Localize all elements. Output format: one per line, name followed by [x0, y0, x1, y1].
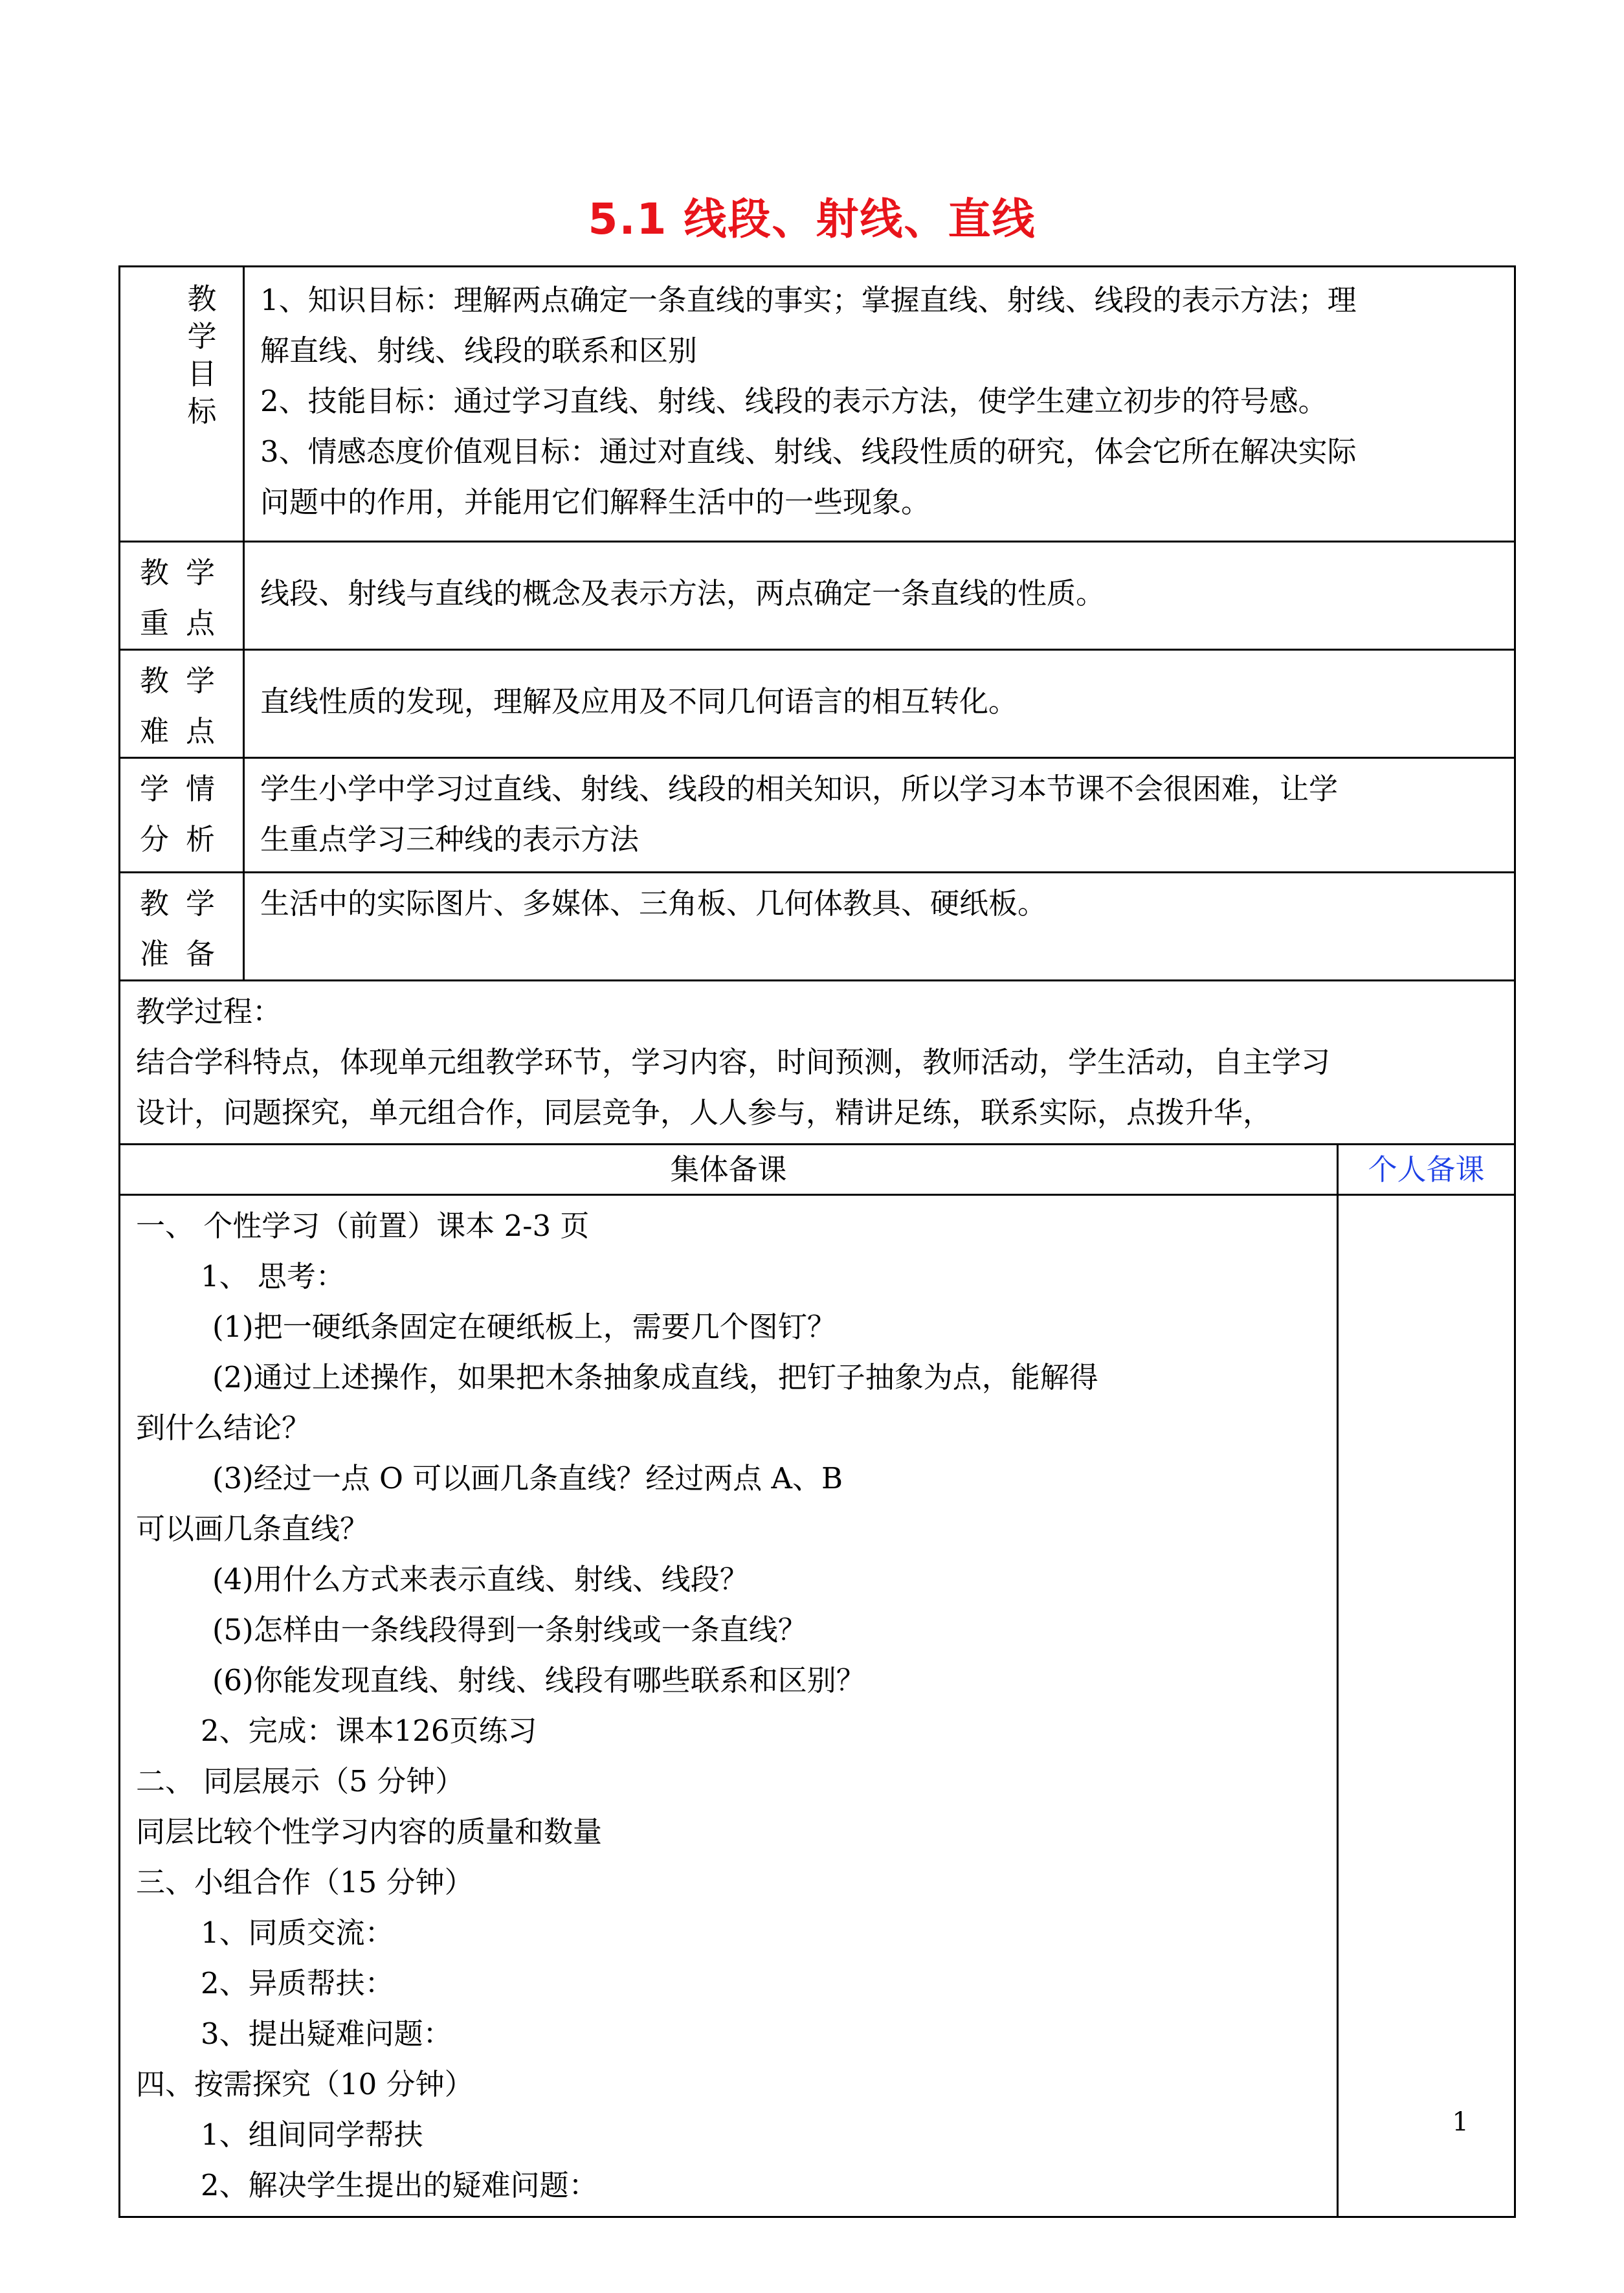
body-line: 三、小组合作（15 分钟） — [136, 1865, 474, 1899]
process-heading: 教学过程： — [136, 994, 282, 1029]
personal-prep-header: 个人备课 — [1338, 1145, 1515, 1195]
analysis-label: 学情 分析 — [120, 758, 244, 873]
body-line: 二、 同层展示（5 分钟） — [136, 1764, 465, 1798]
lesson-plan-table — [118, 265, 1516, 2218]
process-line: 设计，问题探究，单元组合作，同层竞争，人人参与，精讲足练，联系实际，点拨升华， — [136, 1095, 1273, 1130]
body-line: 3、提出疑难问题： — [201, 2017, 452, 2051]
body-line: (1)把一硬纸条固定在硬纸板上，需要几个图钉？ — [212, 1310, 836, 1344]
objectives-label: 教学目标 — [187, 282, 217, 429]
body-line: 2、异质帮扶： — [201, 1966, 394, 2000]
analysis-text: 学生小学中学习过直线、射线、线段的相关知识，所以学习本节课不会很困难，让学 生重点学习三种线的表示方法 — [244, 758, 1515, 873]
body-line: 1、同质交流： — [201, 1916, 394, 1950]
objective-line: 解直线、射线、线段的联系和区别 — [260, 333, 698, 368]
personal-prep-content — [1338, 1195, 1515, 2217]
objectives-content — [244, 267, 1515, 542]
preparation-row — [120, 873, 1515, 981]
column-header-row — [120, 1145, 1515, 1195]
body-line: 1、 思考： — [201, 1259, 345, 1293]
group-prep-header: 集体备课 — [120, 1145, 1338, 1195]
key-points-text: 线段、射线与直线的概念及表示方法，两点确定一条直线的性质。 — [244, 542, 1515, 650]
body-line: 1、组间同学帮扶 — [201, 2118, 423, 2152]
difficulties-text: 直线性质的发现，理解及应用及不同几何语言的相互转化。 — [244, 650, 1515, 758]
body-line: 2、解决学生提出的疑难问题： — [201, 2168, 598, 2202]
body-line: 四、按需探究（10 分钟） — [136, 2067, 474, 2101]
difficulties-label: 教学 难点 — [120, 650, 244, 758]
body-line: (3)经过一点 O 可以画几条直线？经过两点 A、B — [212, 1461, 843, 1495]
objective-line: 问题中的作用，并能用它们解释生活中的一些现象。 — [260, 485, 931, 519]
body-line: 同层比较个性学习内容的质量和数量 — [136, 1815, 603, 1849]
body-row — [120, 1195, 1515, 2217]
body-line: (2)通过上述操作，如果把木条抽象成直线，把钉子抽象为点，能解得 — [212, 1360, 1098, 1394]
objectives-label-cell — [120, 267, 244, 542]
body-line: (4)用什么方式来表示直线、射线、线段？ — [212, 1562, 749, 1596]
key-points-label: 教学 重点 — [120, 542, 244, 650]
process-line: 结合学科特点，体现单元组教学环节，学习内容，时间预测，教师活动，学生活动，自主学习 — [136, 1045, 1331, 1079]
group-prep-content — [120, 1195, 1338, 2217]
process-cell — [120, 981, 1515, 1145]
body-line: 一、 个性学习（前置）课本 2-3 页 — [136, 1209, 590, 1243]
process-row — [120, 981, 1515, 1145]
objective-line: 1、知识目标：理解两点确定一条直线的事实；掌握直线、射线、线段的表示方法；理 — [260, 283, 1357, 317]
body-line: 到什么结论？ — [136, 1411, 311, 1445]
body-line: 2、完成：课本126页练习 — [201, 1714, 537, 1748]
body-line: 可以画几条直线？ — [136, 1512, 370, 1546]
body-line: (5)怎样由一条线段得到一条射线或一条直线？ — [212, 1613, 807, 1647]
analysis-row — [120, 758, 1515, 873]
preparation-text: 生活中的实际图片、多媒体、三角板、几何体教具、硬纸板。 — [244, 873, 1515, 981]
key-points-row — [120, 542, 1515, 650]
preparation-label: 教学 准备 — [120, 873, 244, 981]
page-number: 1 — [1452, 2107, 1469, 2137]
objective-line: 3、情感态度价值观目标：通过对直线、射线、线段性质的研究，体会它所在解决实际 — [260, 434, 1357, 469]
body-line: (6)你能发现直线、射线、线段有哪些联系和区别？ — [212, 1663, 865, 1697]
page-title: 5.1 线段、射线、直线 — [588, 194, 1036, 244]
objectives-row — [120, 267, 1515, 542]
difficulties-row — [120, 650, 1515, 758]
objective-line: 2、技能目标：通过学习直线、射线、线段的表示方法，使学生建立初步的符号感。 — [260, 384, 1328, 418]
